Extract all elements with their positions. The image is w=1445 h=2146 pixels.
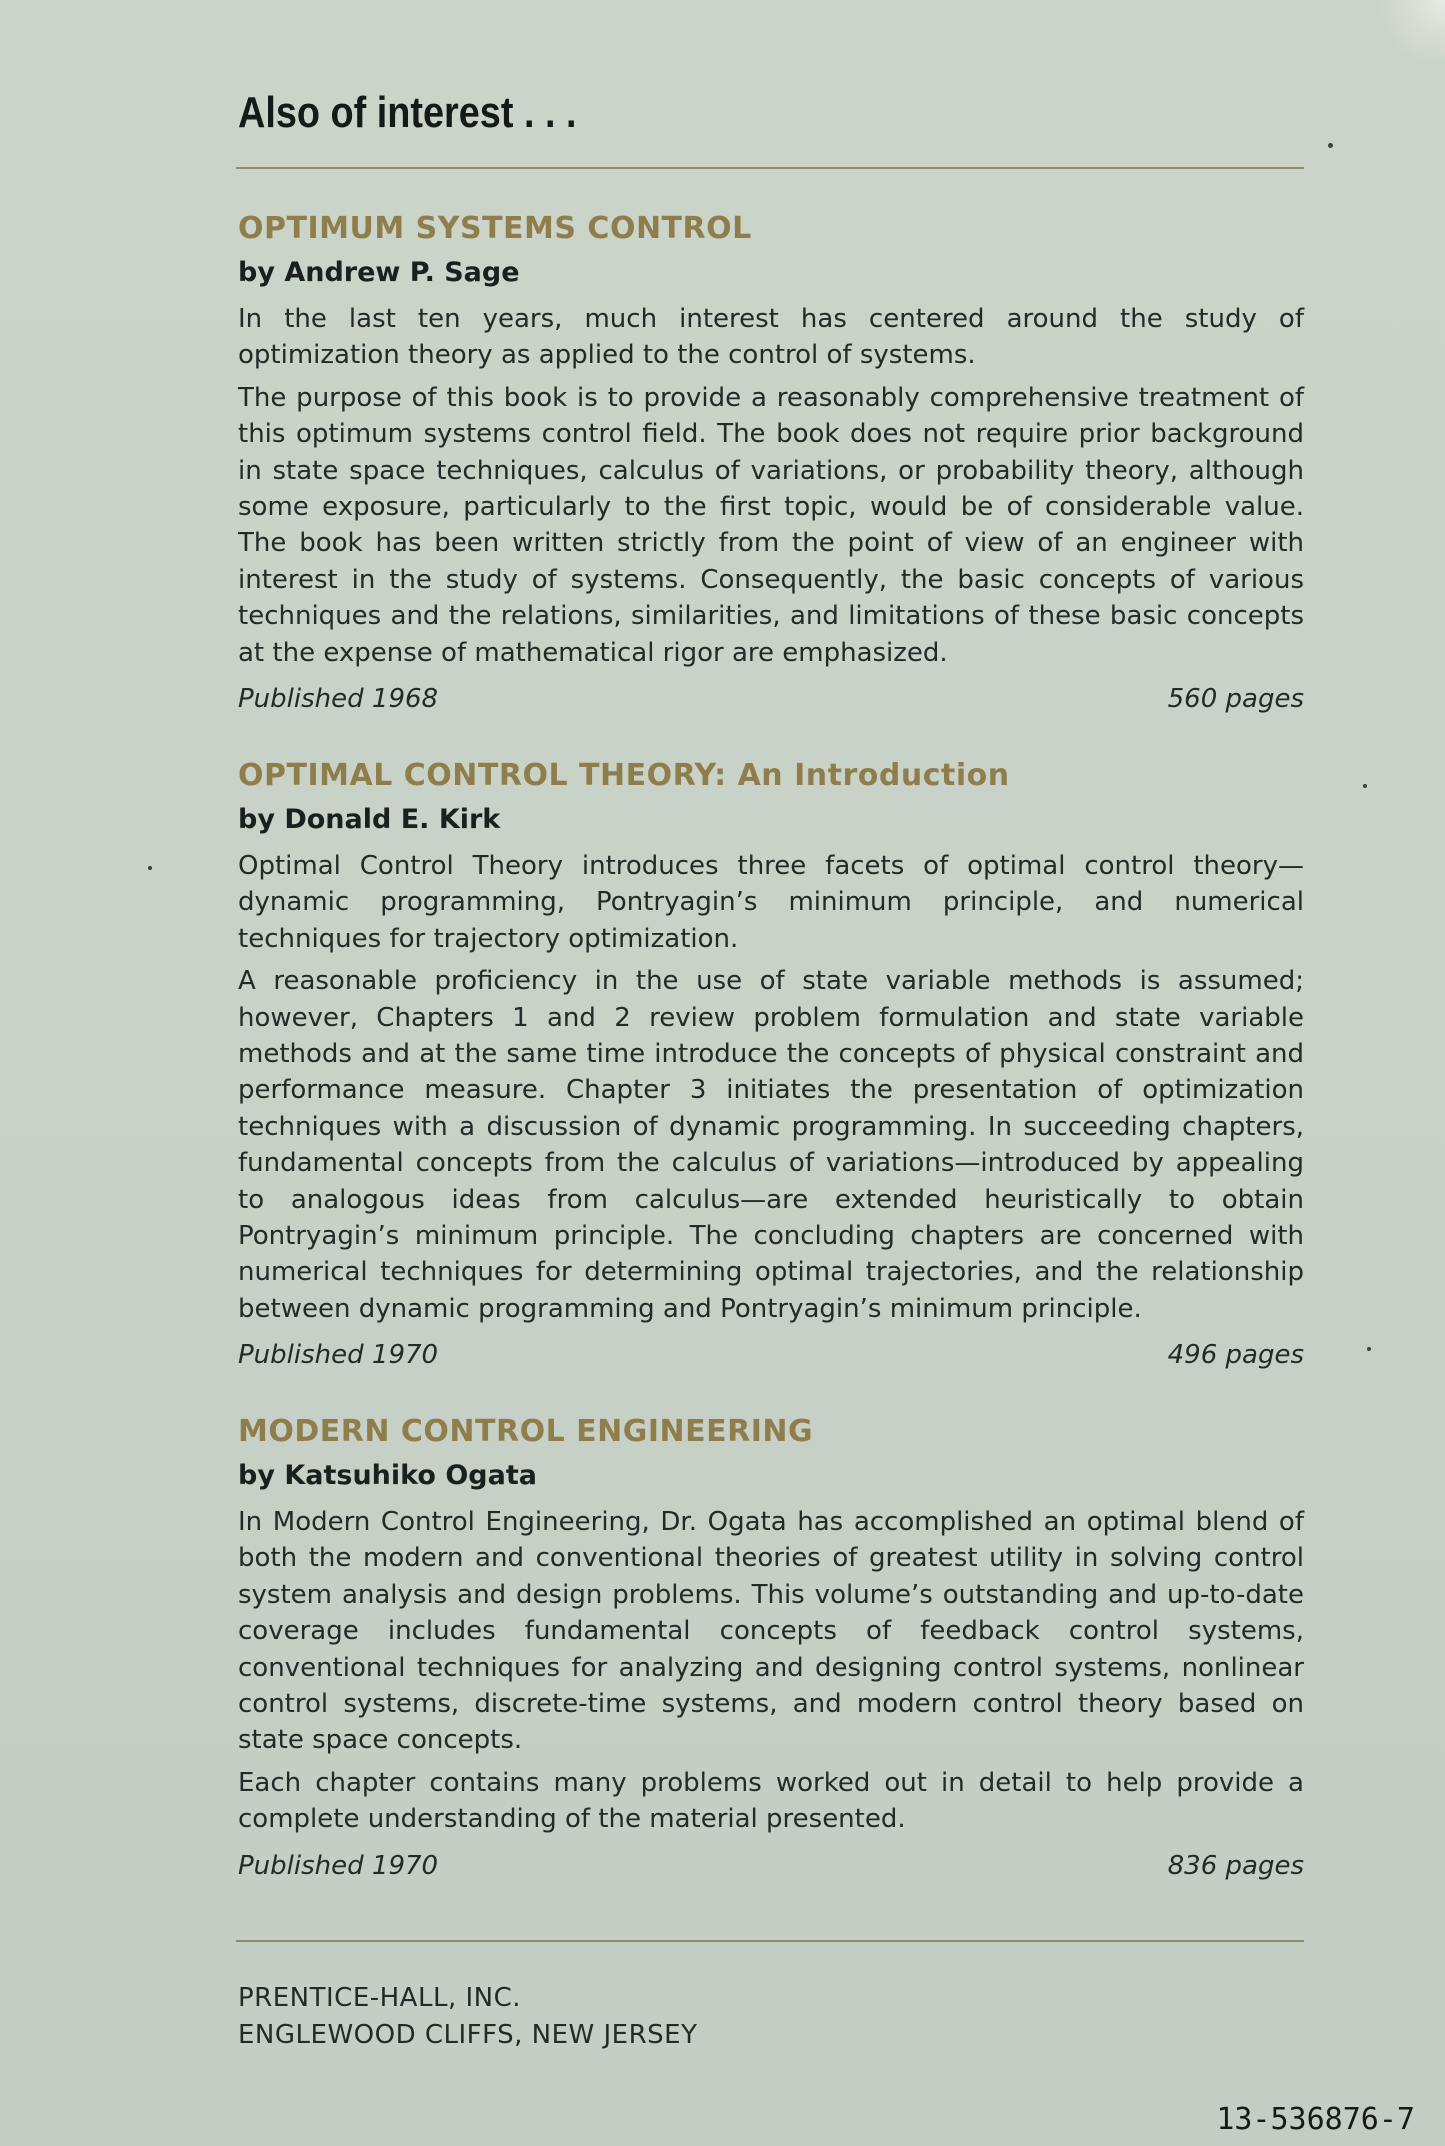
book-author: by Katsuhiko Ogata xyxy=(238,1460,537,1491)
publisher-location: ENGLEWOOD CLIFFS, NEW JERSEY xyxy=(238,2020,698,2050)
publisher-imprint xyxy=(238,1980,697,2054)
book-description: In the last ten years, much interest has centered around the study of optimization theory as applied to the control of systems. xyxy=(238,304,1304,371)
isbn-number: 13-536876-7 xyxy=(1216,2102,1415,2137)
book-description: In Modern Control Engineering, Dr. Ogata has accomplished an optimal blend of both the modern and conventional theories of greatest utility in solving control system analysis and design problems. This volume’s outstanding and up-to-date coverage includes fundamental concepts of feedback control systems, conventional techniques for analyzing and designing control systems, nonlinear control systems, discrete-time systems, and modern control theory based on state space concepts. xyxy=(238,1507,1304,1756)
page-heading: Also of interest . . . xyxy=(238,88,577,137)
publication-year: Published 1968 xyxy=(238,684,439,715)
book-description: A reasonable proficiency in the use of state variable methods is assumed; however, Chapters 1 and 2 review problem formulation and state variable methods and at the same time introduce the concepts of physical constraint and performance measure. Chapter 3 initiates the presentation of optimization techniques with a discussion of dynamic programming. In succeeding chapters, fundamental concepts from the calculus of variations—introduced by appealing to analogous ideas from calculus—are extended heuristically to obtain Pontryagin’s minimum principle. The concluding chapters are concerned with numerical techniques for determining optimal trajectories, and the relationship between dynamic programming and Pontryagin’s minimum principle. xyxy=(238,966,1304,1324)
bottom-divider xyxy=(236,1940,1304,1942)
book-entry-ogata xyxy=(238,1412,1304,1886)
book-description: The purpose of this book is to provide a reasonably comprehensive treatment of this optimum systems control field. The book does not require prior background in state space techniques, calculus of variations, or probability theory, although some exposure, particularly to the first topic, would be of considerable value. The book has been written strictly from the point of view of an engineer with interest in the study of systems. Consequently, the basic concepts of various techniques and the relations, similarities, and limitations of these basic concepts at the expense of mathematical rigor are emphasized. xyxy=(238,382,1304,668)
book-description: Each chapter contains many problems worked out in detail to help provide a complete understanding of the material presented. xyxy=(238,1767,1304,1835)
page-count: 496 pages xyxy=(1167,1340,1304,1371)
publication-year: Published 1970 xyxy=(238,1340,439,1371)
book-title: MODERN CONTROL ENGINEERING xyxy=(238,1414,814,1449)
publisher-name: PRENTICE-HALL, INC. xyxy=(238,1983,522,2013)
publication-year: Published 1970 xyxy=(238,1850,439,1881)
paper-speck xyxy=(1367,1347,1371,1351)
book-description: Optimal Control Theory introduces three facets of optimal control theory—dynamic programming, Pontryagin’s minimum principle, and numerical techniques for trajectory optimization. xyxy=(238,851,1304,954)
book-meta xyxy=(238,1846,1304,1886)
paper-speck xyxy=(148,866,152,870)
book-entry-sage xyxy=(238,209,1304,719)
paper-speck xyxy=(1328,143,1333,148)
worn-corner xyxy=(1375,0,1445,60)
page-count: 836 pages xyxy=(1167,1850,1304,1881)
book-meta xyxy=(238,1335,1304,1375)
page-count: 560 pages xyxy=(1167,684,1304,715)
top-divider xyxy=(236,167,1304,169)
book-entry-kirk xyxy=(238,756,1304,1375)
book-author: by Donald E. Kirk xyxy=(238,804,501,835)
book-author: by Andrew P. Sage xyxy=(238,257,520,288)
book-title: OPTIMUM SYSTEMS CONTROL xyxy=(238,211,752,246)
book-title: OPTIMAL CONTROL THEORY: An Introduction xyxy=(238,758,1010,793)
book-meta xyxy=(238,679,1304,719)
paper-speck xyxy=(1363,784,1367,788)
